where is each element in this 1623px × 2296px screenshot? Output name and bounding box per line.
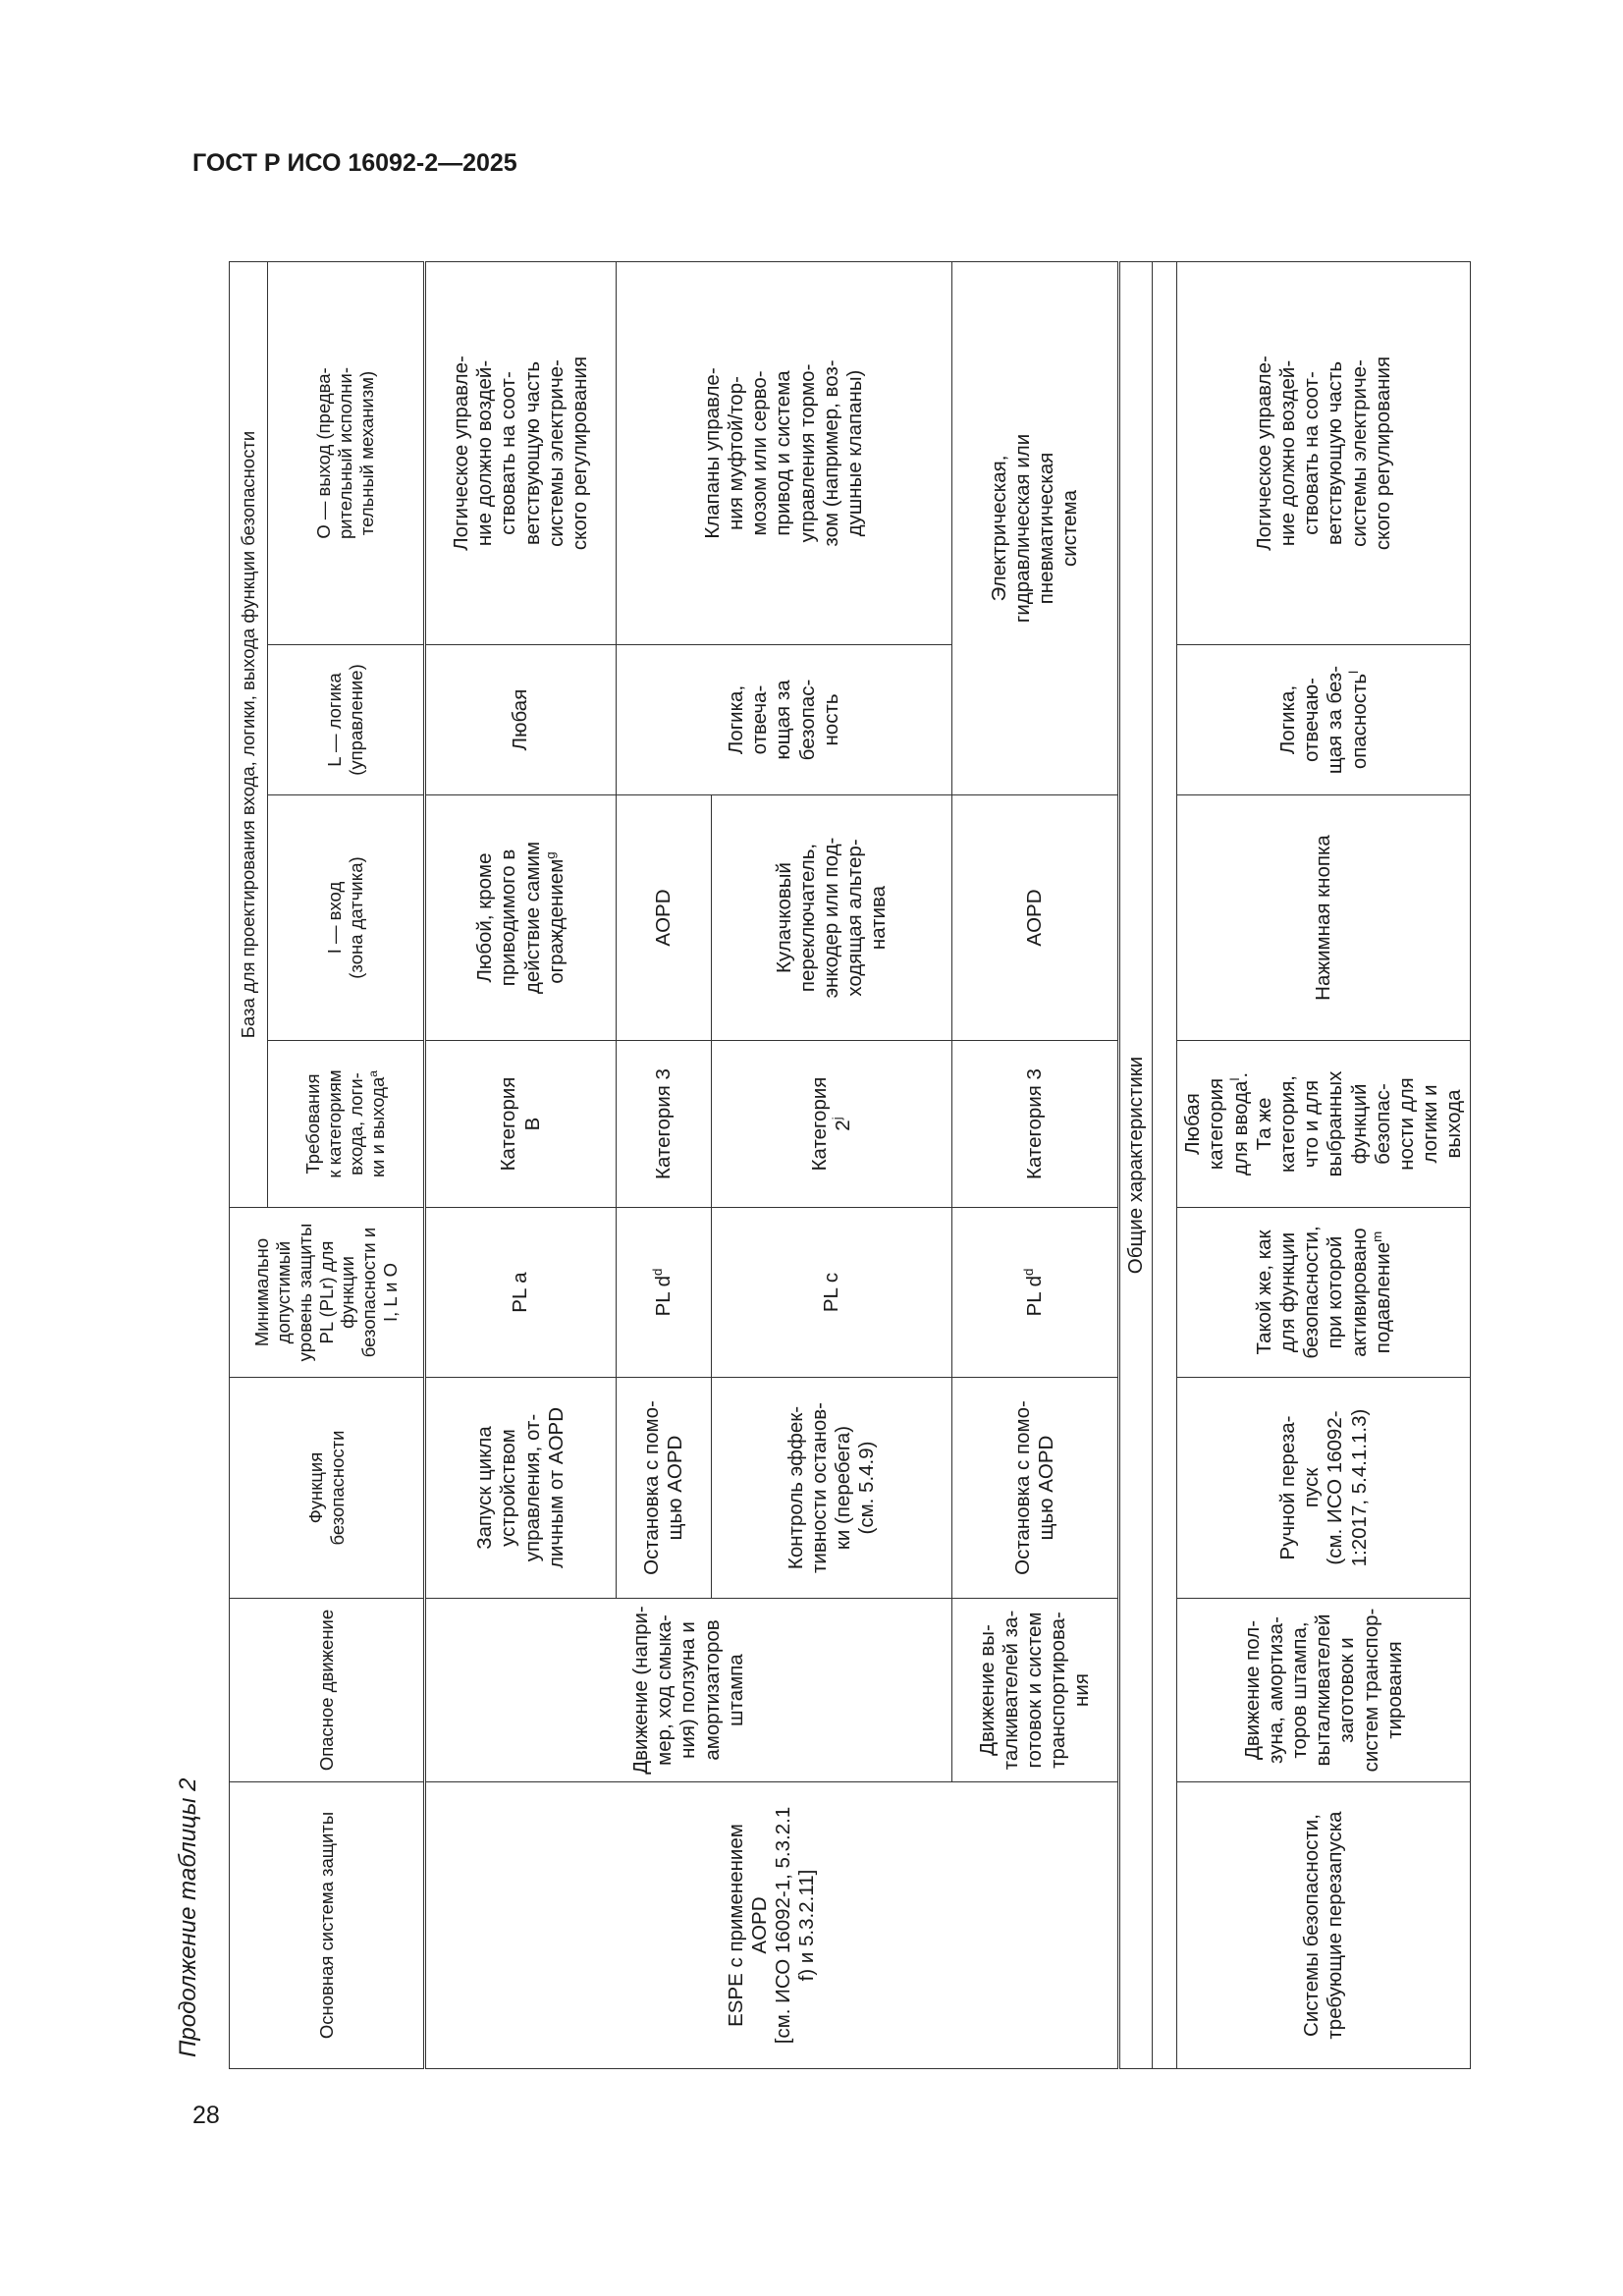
espe-motion-slide-cell: Движение (напри- мер, ход смыка- ния) ползуна и амортизаторов штампа — [425, 1599, 952, 1782]
aopd-stop-category-cell: Категория 3 — [617, 1041, 712, 1208]
header-requirements: Требования к категориям входа, логи- ки и выхода$^a$ — [268, 1041, 425, 1208]
spacer-row — [1153, 261, 1177, 2068]
espe-motion-ejector-cell: Движение вы- талкивателей за- готовок и систем транспортирова- ния — [952, 1599, 1119, 1782]
overrun-function-cell: Контроль эффек- тивности останов- ки (перебега) (см. 5.4.9) — [712, 1378, 952, 1599]
restart-input-cell: Нажимная кнопка — [1177, 795, 1471, 1041]
header-basis: База для проектирования входа, логики, выхода функции безопасности — [230, 261, 268, 1207]
cycle-start-output-cell: Логическое управле- ние должно воздей- ствовать на соот- ветствующую часть системы электриче- ского регулирования — [425, 261, 617, 644]
cycle-start-logic-cell: Любая — [425, 645, 617, 795]
restart-motion-cell: Движение пол- зуна, амортиза- торов штампа, выталкивателей заготовок и систем транспор- тирования — [1177, 1599, 1471, 1782]
aopd-stop-pl-cell: PL $d^d$ — [617, 1208, 712, 1378]
cycle-start-pl-cell: PL a — [425, 1208, 617, 1378]
ejector-stop-category-cell: Категория 3 — [952, 1041, 1119, 1208]
header-input: I — вход (зона датчика) — [268, 795, 425, 1041]
cycle-start-input-cell: Любой, кроме приводимого в действие самим ограждением$^g$ — [425, 795, 617, 1041]
document-header: ГОСТ Р ИСО 16092-2—2025 — [192, 149, 517, 177]
general-characteristics-label: Общие характеристики — [1119, 261, 1153, 2068]
overrun-input-cell: Кулачковый переключатель, энкодер или под- ходящая альтер- натива — [712, 795, 952, 1041]
spacer-cell — [1153, 261, 1177, 2068]
espe-system-cell: ESPE с применением AOPD [см. ИСО 16092-1, 5.3.2.1 f) и 5.3.2.11] — [425, 1782, 1119, 2069]
restart-output-cell: Логическое управле- ние должно воздей- ствовать на соот- ветствующую часть системы электриче- ского регулирования — [1177, 261, 1471, 644]
espe-logic-merged-cell: Логика, отвеча- ющая за безопас- ность — [617, 645, 952, 795]
safety-function-table — [229, 261, 1471, 2069]
aopd-stop-input-cell: AOPD — [617, 795, 712, 1041]
restart-pl-cell: Такой же, как для функции безопасности, при которой активировано подавление$^m$ — [1177, 1208, 1471, 1378]
general-characteristics-row — [1119, 261, 1153, 2068]
cycle-start-function-cell: Запуск цикла устройством управления, от- личным от AOPD — [425, 1378, 617, 1599]
table-row — [1177, 261, 1471, 2068]
page-number: 28 — [192, 2102, 220, 2129]
table-row — [425, 261, 617, 2068]
header-pl: Минимально допустимый уровень защиты PL (PLr) для функции безопасности и I, L и O — [230, 1208, 425, 1378]
ejector-stop-pl-cell: PL $d^d$ — [952, 1208, 1119, 1378]
header-function: Функция безопасности — [230, 1378, 425, 1599]
rotated-table-container — [229, 262, 1466, 2069]
cycle-start-category-cell: Категория B — [425, 1041, 617, 1208]
overrun-category-cell: Категория 2$^j$ — [712, 1041, 952, 1208]
table-continuation-caption: Продолжение таблицы 2 — [175, 1777, 201, 2057]
restart-function-cell: Ручной переза- пуск (см. ИСО 16092- 1:2017, 5.4.1.1.3) — [1177, 1378, 1471, 1599]
restart-system-cell: Системы безопасности, требующие перезапуска — [1177, 1782, 1471, 2069]
header-row-1 — [230, 261, 268, 2068]
header-logic: L — логика (управление) — [268, 645, 425, 795]
header-motion: Опасное движение — [230, 1599, 425, 1782]
espe-output-merged-cell: Клапаны управле- ния муфтой/тор- мозом или серво- привод и система управления тормо- зом (например, воз- душные клапаны) — [617, 261, 952, 644]
header-output: O — выход (предва- рительный исполни- тельный механизм) — [268, 261, 425, 644]
ejector-stop-output-cell: Электрическая, гидравлическая или пневматическая система — [952, 261, 1119, 794]
overrun-pl-cell: PL c — [712, 1208, 952, 1378]
aopd-stop-function-cell: Остановка с помо- щью AOPD — [617, 1378, 712, 1599]
ejector-stop-function-cell: Остановка с помо- щью AOPD — [952, 1378, 1119, 1599]
header-system: Основная система защиты — [230, 1782, 425, 2069]
restart-logic-cell: Логика, отвечаю- щая за без- опасность$^l$ — [1177, 645, 1471, 795]
ejector-stop-input-cell: AOPD — [952, 795, 1119, 1041]
restart-category-cell: Любая категория для ввода$^l$. Та же категория, что и для выбранных функций безопас- ности для логики и выхода — [1177, 1041, 1471, 1208]
